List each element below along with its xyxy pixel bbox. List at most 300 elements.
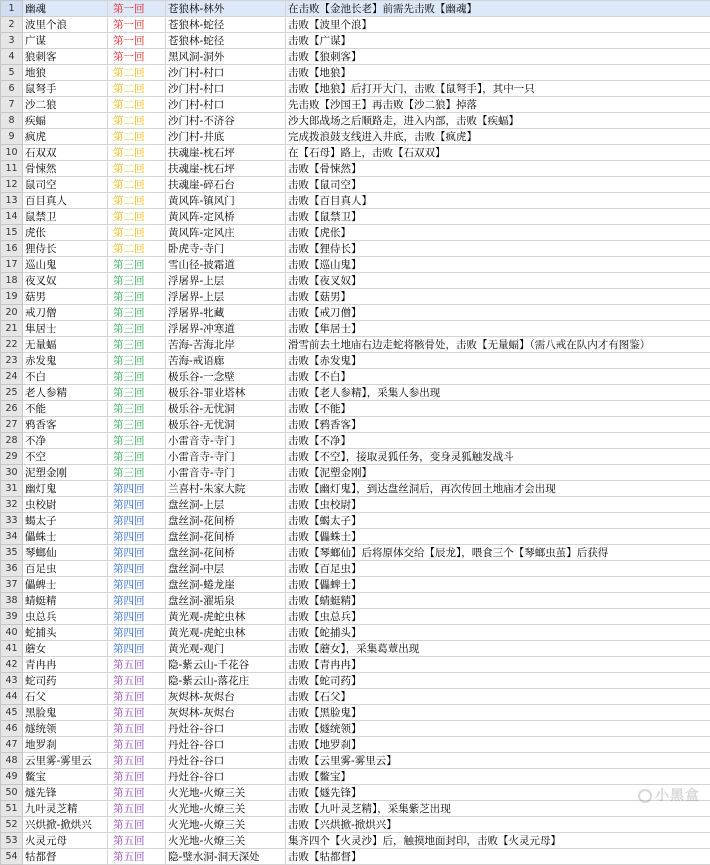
note-cell[interactable]: 击败【蘑女】，采集葛蕈出现 xyxy=(286,641,710,657)
table-row xyxy=(1,209,710,225)
chapter-cell[interactable]: 第三回 xyxy=(108,369,166,385)
chapter-cell[interactable]: 第五回 xyxy=(108,801,166,817)
boss-name-cell[interactable]: 蜻蜓精 xyxy=(23,593,108,609)
chapter-cell[interactable]: 第一回 xyxy=(108,33,166,49)
boss-name-cell[interactable]: 九叶灵芝精 xyxy=(23,801,108,817)
boss-name-cell[interactable]: 地罗刹 xyxy=(23,737,108,753)
note-cell[interactable]: 击败【地罗刹】 xyxy=(286,737,710,753)
row-number-cell[interactable]: 4 xyxy=(1,49,23,65)
location-cell[interactable]: 隐-紫云山-千花谷 xyxy=(166,657,286,673)
chapter-cell[interactable]: 第四回 xyxy=(108,593,166,609)
row-number-cell[interactable]: 12 xyxy=(1,177,23,193)
location-cell[interactable]: 丹灶谷-谷口 xyxy=(166,753,286,769)
location-cell[interactable]: 盘丝洞-花间桥 xyxy=(166,545,286,561)
location-cell[interactable]: 扶魂崖-碎石台 xyxy=(166,177,286,193)
table-row xyxy=(1,369,710,385)
chapter-cell[interactable]: 第四回 xyxy=(108,529,166,545)
table-row xyxy=(1,417,710,433)
row-number-cell[interactable]: 44 xyxy=(1,689,23,705)
chapter-cell[interactable]: 第五回 xyxy=(108,721,166,737)
location-cell[interactable]: 沙门村-村口 xyxy=(166,65,286,81)
table-row xyxy=(1,721,710,737)
chapter-cell[interactable]: 第五回 xyxy=(108,849,166,865)
row-number-cell[interactable]: 42 xyxy=(1,657,23,673)
boss-name-cell[interactable]: 儡蜱士 xyxy=(23,577,108,593)
location-cell[interactable]: 小雷音寺-寺门 xyxy=(166,465,286,481)
note-cell[interactable]: 击败【虫总兵】 xyxy=(286,609,710,625)
row-number-cell[interactable]: 17 xyxy=(1,257,23,273)
row-number-cell[interactable]: 48 xyxy=(1,753,23,769)
row-number-cell[interactable]: 18 xyxy=(1,273,23,289)
boss-name-cell[interactable]: 蝎太子 xyxy=(23,513,108,529)
chapter-cell[interactable]: 第五回 xyxy=(108,705,166,721)
chapter-cell[interactable]: 第一回 xyxy=(108,1,166,17)
note-cell[interactable]: 击败【九叶灵芝精】，采集紫芝出现 xyxy=(286,801,710,817)
boss-name-cell[interactable]: 鳖宝 xyxy=(23,769,108,785)
chapter-cell[interactable]: 第五回 xyxy=(108,769,166,785)
note-cell[interactable]: 击败【蜻蜓精】 xyxy=(286,593,710,609)
table-row xyxy=(1,449,710,465)
chapter-cell[interactable]: 第二回 xyxy=(108,209,166,225)
row-number-cell[interactable]: 10 xyxy=(1,145,23,161)
boss-name-cell[interactable]: 鼠弩手 xyxy=(23,81,108,97)
boss-name-cell[interactable]: 不净 xyxy=(23,433,108,449)
boss-name-cell[interactable]: 青冉冉 xyxy=(23,657,108,673)
note-cell[interactable]: 击败【老人参精】，采集人参出现 xyxy=(286,385,710,401)
location-cell[interactable]: 盘丝洞-上层 xyxy=(166,497,286,513)
table-row xyxy=(1,529,710,545)
chapter-cell[interactable]: 第三回 xyxy=(108,273,166,289)
row-number-cell[interactable]: 49 xyxy=(1,769,23,785)
row-number-cell[interactable]: 50 xyxy=(1,785,23,801)
row-number-cell[interactable]: 43 xyxy=(1,673,23,689)
note-cell[interactable]: 击败【隼居士】 xyxy=(286,321,710,337)
table-row xyxy=(1,545,710,561)
row-number-cell[interactable]: 40 xyxy=(1,625,23,641)
table-row xyxy=(1,769,710,785)
row-number-cell[interactable]: 1 xyxy=(1,1,23,17)
location-cell[interactable]: 小雷音寺-寺门 xyxy=(166,433,286,449)
note-cell[interactable]: 击败【不净】 xyxy=(286,433,710,449)
boss-name-cell[interactable]: 幽魂 xyxy=(23,1,108,17)
chapter-cell[interactable]: 第三回 xyxy=(108,321,166,337)
location-cell[interactable]: 盘丝洞-中层 xyxy=(166,561,286,577)
location-cell[interactable]: 隐-璧水洞-洞天深处 xyxy=(166,849,286,865)
chapter-cell[interactable]: 第三回 xyxy=(108,433,166,449)
row-number-cell[interactable]: 27 xyxy=(1,417,23,433)
table-row xyxy=(1,113,710,129)
location-cell[interactable]: 黄光观-虎蛇虫林 xyxy=(166,625,286,641)
note-cell[interactable]: 击败【泥塑金刚】 xyxy=(286,465,710,481)
chapter-cell[interactable]: 第三回 xyxy=(108,337,166,353)
boss-name-cell[interactable]: 泥塑金刚 xyxy=(23,465,108,481)
location-cell[interactable]: 沙门村-不济谷 xyxy=(166,113,286,129)
location-cell[interactable]: 隐-紫云山-落花庄 xyxy=(166,673,286,689)
location-cell[interactable]: 盘丝洞-花间桥 xyxy=(166,529,286,545)
row-number-cell[interactable]: 46 xyxy=(1,721,23,737)
note-cell[interactable]: 击败【百足虫】 xyxy=(286,561,710,577)
note-cell[interactable]: 击败【鼠司空】 xyxy=(286,177,710,193)
chapter-cell[interactable]: 第四回 xyxy=(108,641,166,657)
location-cell[interactable]: 沙门村-村口 xyxy=(166,81,286,97)
boss-name-cell[interactable]: 隼居士 xyxy=(23,321,108,337)
boss-name-cell[interactable]: 兴烘掀-掀烘兴 xyxy=(23,817,108,833)
note-cell[interactable]: 击败【波里个浪】 xyxy=(286,17,710,33)
boss-name-cell[interactable]: 戒刀僧 xyxy=(23,305,108,321)
chapter-cell[interactable]: 第二回 xyxy=(108,177,166,193)
note-cell[interactable]: 先击败【沙国王】再击败【沙二狼】掉落 xyxy=(286,97,710,113)
boss-name-cell[interactable]: 虫总兵 xyxy=(23,609,108,625)
boss-name-cell[interactable]: 牯都督 xyxy=(23,849,108,865)
location-cell[interactable]: 黄光观-观门 xyxy=(166,641,286,657)
boss-name-cell[interactable]: 波里个浪 xyxy=(23,17,108,33)
boss-name-cell[interactable]: 鼠司空 xyxy=(23,177,108,193)
boss-name-cell[interactable]: 巡山鬼 xyxy=(23,257,108,273)
location-cell[interactable]: 极乐谷-罪业塔林 xyxy=(166,385,286,401)
boss-name-cell[interactable]: 燧统领 xyxy=(23,721,108,737)
row-number-cell[interactable]: 21 xyxy=(1,321,23,337)
row-number-cell[interactable]: 39 xyxy=(1,609,23,625)
chapter-cell[interactable]: 第三回 xyxy=(108,385,166,401)
chapter-cell[interactable]: 第五回 xyxy=(108,737,166,753)
boss-name-cell[interactable]: 狼刺客 xyxy=(23,49,108,65)
location-cell[interactable]: 火光地-火燎三关 xyxy=(166,833,286,849)
note-cell[interactable]: 击败【燧统领】 xyxy=(286,721,710,737)
note-cell[interactable]: 击败【地狼】 xyxy=(286,65,710,81)
location-cell[interactable]: 丹灶谷-谷口 xyxy=(166,721,286,737)
location-cell[interactable]: 苦海-苦海北岸 xyxy=(166,337,286,353)
chapter-cell[interactable]: 第五回 xyxy=(108,753,166,769)
chapter-cell[interactable]: 第一回 xyxy=(108,49,166,65)
boss-name-cell[interactable]: 菇男 xyxy=(23,289,108,305)
chapter-cell[interactable]: 第三回 xyxy=(108,465,166,481)
location-cell[interactable]: 浮屠界-牝藏 xyxy=(166,305,286,321)
row-number-cell[interactable]: 13 xyxy=(1,193,23,209)
chapter-cell[interactable]: 第三回 xyxy=(108,353,166,369)
location-cell[interactable]: 黄风阵-定风庄 xyxy=(166,225,286,241)
chapter-cell[interactable]: 第四回 xyxy=(108,497,166,513)
note-cell[interactable]: 击败【黑脸鬼】 xyxy=(286,705,710,721)
location-cell[interactable]: 火光地-火燎三关 xyxy=(166,817,286,833)
note-cell[interactable]: 击败【虎伥】 xyxy=(286,225,710,241)
row-number-cell[interactable]: 51 xyxy=(1,801,23,817)
row-number-cell[interactable]: 37 xyxy=(1,577,23,593)
location-cell[interactable]: 黄风阵-定风桥 xyxy=(166,209,286,225)
table-row xyxy=(1,817,710,833)
row-number-cell[interactable]: 8 xyxy=(1,113,23,129)
chapter-cell[interactable]: 第二回 xyxy=(108,161,166,177)
boss-name-cell[interactable]: 儡蛛士 xyxy=(23,529,108,545)
row-number-cell[interactable]: 45 xyxy=(1,705,23,721)
chapter-cell[interactable]: 第二回 xyxy=(108,113,166,129)
location-cell[interactable]: 丹灶谷-谷口 xyxy=(166,737,286,753)
note-cell[interactable]: 击败【广谋】 xyxy=(286,33,710,49)
location-cell[interactable]: 极乐谷-一念壁 xyxy=(166,369,286,385)
table-row xyxy=(1,193,710,209)
table-row xyxy=(1,497,710,513)
note-cell[interactable]: 击败【百目真人】 xyxy=(286,193,710,209)
row-number-cell[interactable]: 5 xyxy=(1,65,23,81)
boss-name-cell[interactable]: 夜叉奴 xyxy=(23,273,108,289)
note-cell[interactable]: 滑雪前去土地庙右边走蛇将骸骨处，击败【无量蝠】（需八戒在队内才有图鉴） xyxy=(286,337,710,353)
note-cell[interactable]: 击败【幽灯鬼】，到达盘丝洞后，再次传回土地庙才会出现 xyxy=(286,481,710,497)
boss-name-cell[interactable]: 地狼 xyxy=(23,65,108,81)
row-number-cell[interactable]: 25 xyxy=(1,385,23,401)
note-cell[interactable]: 击败【蛇司药】 xyxy=(286,673,710,689)
chapter-cell[interactable]: 第四回 xyxy=(108,577,166,593)
chapter-cell[interactable]: 第三回 xyxy=(108,305,166,321)
boss-name-cell[interactable]: 幽灯鬼 xyxy=(23,481,108,497)
location-cell[interactable]: 苍狼林-林外 xyxy=(166,1,286,17)
boss-name-cell[interactable]: 云里雾-雾里云 xyxy=(23,753,108,769)
watermark-text: 小黑盒 xyxy=(655,788,700,804)
row-number-cell[interactable]: 30 xyxy=(1,465,23,481)
table-row xyxy=(1,337,710,353)
row-number-cell[interactable]: 6 xyxy=(1,81,23,97)
note-cell[interactable]: 击败【儡蛛士】 xyxy=(286,529,710,545)
location-cell[interactable]: 极乐谷-无忧洞 xyxy=(166,401,286,417)
row-number-cell[interactable]: 32 xyxy=(1,497,23,513)
note-cell[interactable]: 击败【赤发鬼】 xyxy=(286,353,710,369)
row-number-cell[interactable]: 38 xyxy=(1,593,23,609)
note-cell[interactable]: 击败【鳖宝】 xyxy=(286,769,710,785)
location-cell[interactable]: 丹灶谷-谷口 xyxy=(166,769,286,785)
note-cell[interactable]: 击败【不空】，接取灵狐任务，变身灵狐触发战斗 xyxy=(286,449,710,465)
row-number-cell[interactable]: 7 xyxy=(1,97,23,113)
location-cell[interactable]: 苍狼林-蛇径 xyxy=(166,33,286,49)
boss-name-cell[interactable]: 百目真人 xyxy=(23,193,108,209)
note-cell[interactable]: 击败【蝎太子】 xyxy=(286,513,710,529)
chapter-cell[interactable]: 第四回 xyxy=(108,609,166,625)
note-cell[interactable]: 击败【骨悚然】 xyxy=(286,161,710,177)
location-cell[interactable]: 小雷音寺-寺门 xyxy=(166,449,286,465)
note-cell[interactable]: 击败【夜叉奴】 xyxy=(286,273,710,289)
chapter-cell[interactable]: 第四回 xyxy=(108,625,166,641)
boss-name-cell[interactable]: 不白 xyxy=(23,369,108,385)
row-number-cell[interactable]: 41 xyxy=(1,641,23,657)
row-number-cell[interactable]: 22 xyxy=(1,337,23,353)
boss-name-cell[interactable]: 蛇司药 xyxy=(23,673,108,689)
location-cell[interactable]: 浮屠界-上层 xyxy=(166,289,286,305)
note-cell[interactable]: 击败【不能】 xyxy=(286,401,710,417)
location-cell[interactable]: 盘丝洞-花间桥 xyxy=(166,513,286,529)
row-number-cell[interactable]: 36 xyxy=(1,561,23,577)
row-number-cell[interactable]: 33 xyxy=(1,513,23,529)
table-row xyxy=(1,481,710,497)
row-number-cell[interactable]: 53 xyxy=(1,833,23,849)
chapter-cell[interactable]: 第二回 xyxy=(108,65,166,81)
note-cell[interactable]: 击败【狸侍长】 xyxy=(286,241,710,257)
boss-name-cell[interactable]: 广谋 xyxy=(23,33,108,49)
row-number-cell[interactable]: 35 xyxy=(1,545,23,561)
note-cell[interactable]: 击败【鸦香客】 xyxy=(286,417,710,433)
note-cell[interactable]: 击败【巡山鬼】 xyxy=(286,257,710,273)
chapter-cell[interactable]: 第四回 xyxy=(108,561,166,577)
location-cell[interactable]: 兰喜村-朱家大院 xyxy=(166,481,286,497)
chapter-cell[interactable]: 第二回 xyxy=(108,241,166,257)
boss-name-cell[interactable]: 鼠禁卫 xyxy=(23,209,108,225)
note-cell[interactable]: 击败【戒刀僧】 xyxy=(286,305,710,321)
location-cell[interactable]: 灰烬林-灰烬台 xyxy=(166,689,286,705)
boss-name-cell[interactable]: 赤发鬼 xyxy=(23,353,108,369)
table-row xyxy=(1,289,710,305)
note-cell[interactable]: 击败【菇男】 xyxy=(286,289,710,305)
boss-name-cell[interactable]: 狸侍长 xyxy=(23,241,108,257)
table-row xyxy=(1,705,710,721)
chapter-cell[interactable]: 第二回 xyxy=(108,129,166,145)
note-cell[interactable]: 击败【蛇捕头】 xyxy=(286,625,710,641)
location-cell[interactable]: 沙门村-井底 xyxy=(166,129,286,145)
table-row xyxy=(1,593,710,609)
chapter-cell[interactable]: 第二回 xyxy=(108,145,166,161)
location-cell[interactable]: 扶魂崖-枕石坪 xyxy=(166,145,286,161)
table-row xyxy=(1,129,710,145)
chapter-cell[interactable]: 第五回 xyxy=(108,785,166,801)
note-cell[interactable]: 击败【地狼】后打开大门，击败【鼠弩手】，其中一只 xyxy=(286,81,710,97)
location-cell[interactable]: 灰烬林-灰烬台 xyxy=(166,705,286,721)
chapter-cell[interactable]: 第四回 xyxy=(108,481,166,497)
note-cell[interactable]: 击败【石父】 xyxy=(286,689,710,705)
row-number-cell[interactable]: 52 xyxy=(1,817,23,833)
note-cell[interactable]: 集齐四个【火灵沙】后，触摸地面封印，击败【火灵元母】 xyxy=(286,833,710,849)
boss-name-cell[interactable]: 百足虫 xyxy=(23,561,108,577)
chapter-cell[interactable]: 第二回 xyxy=(108,193,166,209)
table-row xyxy=(1,465,710,481)
table-row xyxy=(1,385,710,401)
row-number-cell[interactable]: 34 xyxy=(1,529,23,545)
note-cell[interactable]: 击败【牯都督】 xyxy=(286,849,710,865)
row-number-cell[interactable]: 47 xyxy=(1,737,23,753)
row-number-cell[interactable]: 11 xyxy=(1,161,23,177)
note-cell[interactable]: 击败【燧先锋】 xyxy=(286,785,710,801)
location-cell[interactable]: 极乐谷-无忧洞 xyxy=(166,417,286,433)
note-cell[interactable]: 击败【青冉冉】 xyxy=(286,657,710,673)
note-cell[interactable]: 在【石母】路上，击败【石双双】 xyxy=(286,145,710,161)
chapter-cell[interactable]: 第五回 xyxy=(108,833,166,849)
table-row xyxy=(1,65,710,81)
location-cell[interactable]: 浮屠界-冲寒道 xyxy=(166,321,286,337)
location-cell[interactable]: 盘丝洞-蜷龙崖 xyxy=(166,577,286,593)
note-cell[interactable]: 击败【琴螂仙】后将原体交给【辰龙】，喂食三个【琴螂虫茧】后获得 xyxy=(286,545,710,561)
note-cell[interactable]: 在击败【金池长老】前需先击败【幽魂】 xyxy=(286,1,710,17)
table-row xyxy=(1,305,710,321)
location-cell[interactable]: 扶魂崖-枕石坪 xyxy=(166,161,286,177)
note-cell[interactable]: 完成拨浪鼓支线进入井底，击败【疯虎】 xyxy=(286,129,710,145)
note-cell[interactable]: 击败【不白】 xyxy=(286,369,710,385)
row-number-cell[interactable]: 14 xyxy=(1,209,23,225)
boss-name-cell[interactable]: 不能 xyxy=(23,401,108,417)
location-cell[interactable]: 火光地-火燎三关 xyxy=(166,801,286,817)
chapter-cell[interactable]: 第五回 xyxy=(108,673,166,689)
row-number-cell[interactable]: 16 xyxy=(1,241,23,257)
chapter-cell[interactable]: 第一回 xyxy=(108,17,166,33)
row-number-cell[interactable]: 9 xyxy=(1,129,23,145)
note-cell[interactable]: 击败【虫校尉】 xyxy=(286,497,710,513)
chapter-cell[interactable]: 第三回 xyxy=(108,449,166,465)
location-cell[interactable]: 苦海-戒语廊 xyxy=(166,353,286,369)
table-row xyxy=(1,561,710,577)
table-row xyxy=(1,849,710,865)
location-cell[interactable]: 卧虎寺-寺门 xyxy=(166,241,286,257)
boss-name-cell[interactable]: 燧先锋 xyxy=(23,785,108,801)
note-cell[interactable]: 击败【鼠禁卫】 xyxy=(286,209,710,225)
boss-name-cell[interactable]: 无量蝠 xyxy=(23,337,108,353)
table-row xyxy=(1,145,710,161)
chapter-cell[interactable]: 第五回 xyxy=(108,657,166,673)
boss-name-cell[interactable]: 骨悚然 xyxy=(23,161,108,177)
chapter-cell[interactable]: 第三回 xyxy=(108,257,166,273)
row-number-cell[interactable]: 3 xyxy=(1,33,23,49)
row-number-cell[interactable]: 2 xyxy=(1,17,23,33)
row-number-cell[interactable]: 54 xyxy=(1,849,23,865)
table-row xyxy=(1,321,710,337)
chapter-cell[interactable]: 第二回 xyxy=(108,225,166,241)
location-cell[interactable]: 沙门村-村口 xyxy=(166,97,286,113)
row-number-cell[interactable]: 20 xyxy=(1,305,23,321)
row-number-cell[interactable]: 29 xyxy=(1,449,23,465)
chapter-cell[interactable]: 第四回 xyxy=(108,545,166,561)
location-cell[interactable]: 黄风阵-镇风门 xyxy=(166,193,286,209)
boss-name-cell[interactable]: 不空 xyxy=(23,449,108,465)
boss-name-cell[interactable]: 石父 xyxy=(23,689,108,705)
chapter-cell[interactable]: 第五回 xyxy=(108,689,166,705)
boss-name-cell[interactable]: 蘑女 xyxy=(23,641,108,657)
row-number-cell[interactable]: 15 xyxy=(1,225,23,241)
boss-name-cell[interactable]: 蛇捕头 xyxy=(23,625,108,641)
note-cell[interactable]: 沙大郎战场之后顺路走，进入内部，击败【疾蝠】 xyxy=(286,113,710,129)
boss-name-cell[interactable]: 火灵元母 xyxy=(23,833,108,849)
chapter-cell[interactable]: 第三回 xyxy=(108,417,166,433)
boss-name-cell[interactable]: 疾蝠 xyxy=(23,113,108,129)
table-row xyxy=(1,433,710,449)
table-row xyxy=(1,689,710,705)
location-cell[interactable]: 苍狼林-蛇径 xyxy=(166,17,286,33)
boss-name-cell[interactable]: 鸦香客 xyxy=(23,417,108,433)
boss-name-cell[interactable]: 老人参精 xyxy=(23,385,108,401)
chapter-cell[interactable]: 第三回 xyxy=(108,289,166,305)
note-cell[interactable]: 击败【云里雾-雾里云】 xyxy=(286,753,710,769)
row-number-cell[interactable]: 26 xyxy=(1,401,23,417)
location-cell[interactable]: 黄光观-虎蛇虫林 xyxy=(166,609,286,625)
chapter-cell[interactable]: 第三回 xyxy=(108,401,166,417)
row-number-cell[interactable]: 28 xyxy=(1,433,23,449)
boss-name-cell[interactable]: 沙二狼 xyxy=(23,97,108,113)
note-cell[interactable]: 击败【狼刺客】 xyxy=(286,49,710,65)
row-number-cell[interactable]: 23 xyxy=(1,353,23,369)
row-number-cell[interactable]: 31 xyxy=(1,481,23,497)
note-cell[interactable]: 击败【兴烘掀-掀烘兴】 xyxy=(286,817,710,833)
note-cell[interactable]: 击败【儡蜱士】 xyxy=(286,577,710,593)
boss-name-cell[interactable]: 虎伥 xyxy=(23,225,108,241)
row-number-cell[interactable]: 19 xyxy=(1,289,23,305)
row-number-cell[interactable]: 24 xyxy=(1,369,23,385)
boss-name-cell[interactable]: 疯虎 xyxy=(23,129,108,145)
chapter-cell[interactable]: 第二回 xyxy=(108,97,166,113)
chapter-cell[interactable]: 第二回 xyxy=(108,81,166,97)
table-row xyxy=(1,785,710,801)
location-cell[interactable]: 火光地-火燎三关 xyxy=(166,785,286,801)
location-cell[interactable]: 黑风洞-洞外 xyxy=(166,49,286,65)
boss-name-cell[interactable]: 石双双 xyxy=(23,145,108,161)
boss-name-cell[interactable]: 虫校尉 xyxy=(23,497,108,513)
boss-name-cell[interactable]: 琴螂仙 xyxy=(23,545,108,561)
location-cell[interactable]: 浮屠界-上层 xyxy=(166,273,286,289)
location-cell[interactable]: 盘丝洞-濯垢泉 xyxy=(166,593,286,609)
boss-name-cell[interactable]: 黑脸鬼 xyxy=(23,705,108,721)
chapter-cell[interactable]: 第五回 xyxy=(108,817,166,833)
chapter-cell[interactable]: 第四回 xyxy=(108,513,166,529)
location-cell[interactable]: 雪山径-披霜道 xyxy=(166,257,286,273)
